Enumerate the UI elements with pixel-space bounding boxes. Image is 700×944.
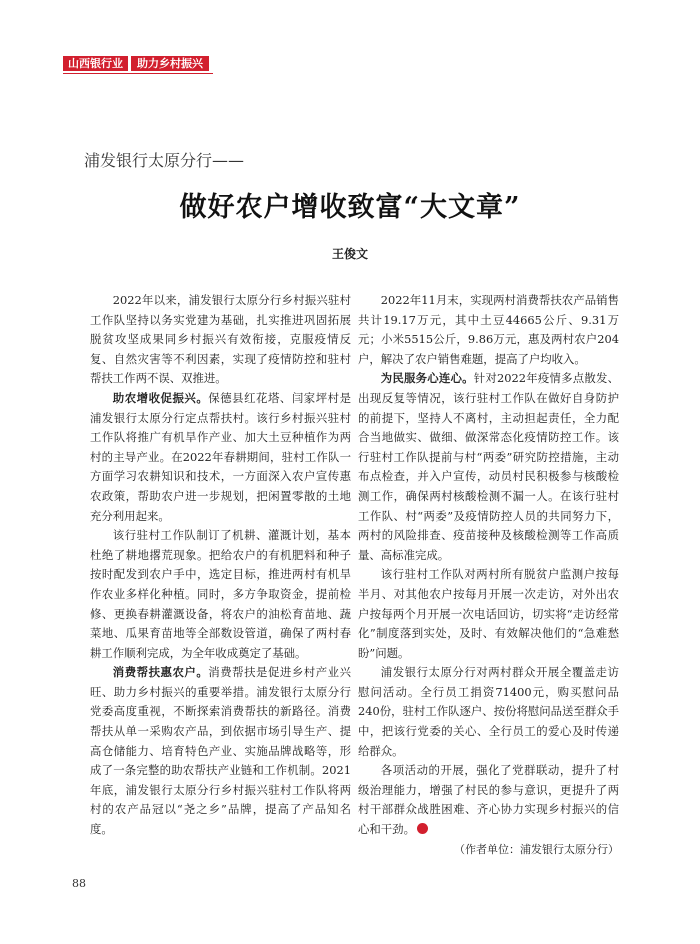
paragraph-text: 该行驻村工作队制订了机耕、灌溉计划，基本杜绝了耕地撂荒现象。把给农户的有机肥料和种子按时配发到农户手中，选定目标，推进两村有机旱作农业多样化种植。同时，多方争取资金，提前检修、更换春耕灌溉设备，将农户的油松育苗地、蔬菜地、瓜果育苗地等全部数设管道，确保了两村春耕工作顺利完成，为全年收成奠定了基础。 <box>90 528 351 660</box>
paragraph <box>90 663 351 839</box>
section-tag-right: 助力乡村振兴 <box>131 56 209 71</box>
author-affiliation: （作者单位：浦发银行太原分行） <box>454 842 619 856</box>
paragraph-lead: 为民服务心连心。 <box>380 371 474 386</box>
article-title: 做好农户增收致富“大文章” <box>179 192 521 223</box>
left-column <box>90 291 351 840</box>
paragraph-text: 该行驻村工作队对两村所有脱贫户监测户按每半月、对其他农户按每月开展一次走访，对外出农户按每两个月开展一次电话回访，切实将“走访经常化”制度落到实处，及时、有效解决他们的“急难愁盼”问题。 <box>358 567 619 660</box>
page-number: 88 <box>72 877 86 890</box>
paragraph-text: 2022年以来，浦发银行太原分行乡村振兴驻村工作队坚持以务实党建为基础，扎实推进巩固拓展脱贫攻坚成果同乡村振兴有效衔接，克服疫情反复、自然灾害等不利因素，实现了疫情防控和驻村帮扶工作两不误、双推进。 <box>90 293 351 386</box>
section-tag-left: 山西银行业 <box>63 56 128 71</box>
paragraph-text: 针对2022年疫情多点散发、出现反复等情况，该行驻村工作队在做好自身防护的前提下，坚持人不离村，主动担起责任，全力配合当地做实、做细、做深常态化疫情防控工作。该行驻村工作队提前与村“两委”研究防控措施，主动布点检查，并入户宣传，动员村民积极参与核酸检测工作，确保两村核酸检测不漏一人。在该行驻村工作队、村“两委”及疫情防控人员的共同努力下，两村的风险排查、疫苗接种及核酸检测等工作高质量、高标准完成。 <box>358 371 619 562</box>
paragraph <box>358 663 619 761</box>
paragraph <box>90 389 351 526</box>
paragraph <box>90 291 351 389</box>
paragraph-lead: 消费帮扶惠农户。 <box>112 665 209 680</box>
paragraph <box>358 291 619 369</box>
paragraph <box>358 761 619 839</box>
paragraph <box>90 526 351 663</box>
paragraph-text: 保德县红花塔、闫家坪村是浦发银行太原分行定点帮扶村。该行乡村振兴驻村工作队将推广有机旱作产业、加大土豆种植作为两村的主导产业。在2022年春耕期间，驻村工作队一方面学习农耕知识和技术，一方面深入农户宣传惠农政策，帮助农户进一步规划，把闲置零散的土地充分利用起来。 <box>90 390 351 523</box>
article-subtitle: 浦发银行太原分行—— <box>84 151 245 170</box>
paragraph-text: 各项活动的开展，强化了党群联动，提升了村级治理能力，增强了村民的参与意识，更提升了两村干部群众战胜困难、齐心协力实现乡村振兴的信心和干劲。 <box>358 763 619 837</box>
paragraph-lead: 助农增收促振兴。 <box>112 390 209 405</box>
paragraph-text: 2022年11月末，实现两村消费帮扶农产品销售共计19.17万元，其中土豆44665公斤、9.31万元；小米5515公斤，9.86万元，惠及两村农户204户，解决了农户销售难题，提高了户均收入。 <box>358 293 619 366</box>
paragraph-text: 浦发银行太原分行对两村群众开展全覆盖走访慰问活动。全行员工捐资71400元，购买慰问品240份，驻村工作队逐户、按份将慰问品送至群众手中，把该行党委的关心、全行员工的爱心及时传递给群众。 <box>358 665 619 758</box>
section-tag-underline <box>63 73 213 74</box>
section-tag <box>63 56 209 71</box>
paragraph-text: 消费帮扶是促进乡村产业兴旺、助力乡村振兴的重要举措。浦发银行太原分行党委高度重视，不断探索消费帮扶的新路径。消费帮扶从单一采购农产品，到依据市场引导生产、提高仓储能力、培育特色产业、实施品牌战略等，形成了一条完整的助农帮扶产业链和工作机制。2021年底，浦发银行太原分行乡村振兴驻村工作队将两村的农产品冠以“尧之乡”品牌，提高了产品知名度。 <box>90 665 351 837</box>
article-author: 王俊文 <box>331 247 368 261</box>
paragraph <box>358 369 619 565</box>
end-mark-icon <box>417 823 428 834</box>
paragraph <box>358 565 619 663</box>
right-column <box>358 291 619 859</box>
